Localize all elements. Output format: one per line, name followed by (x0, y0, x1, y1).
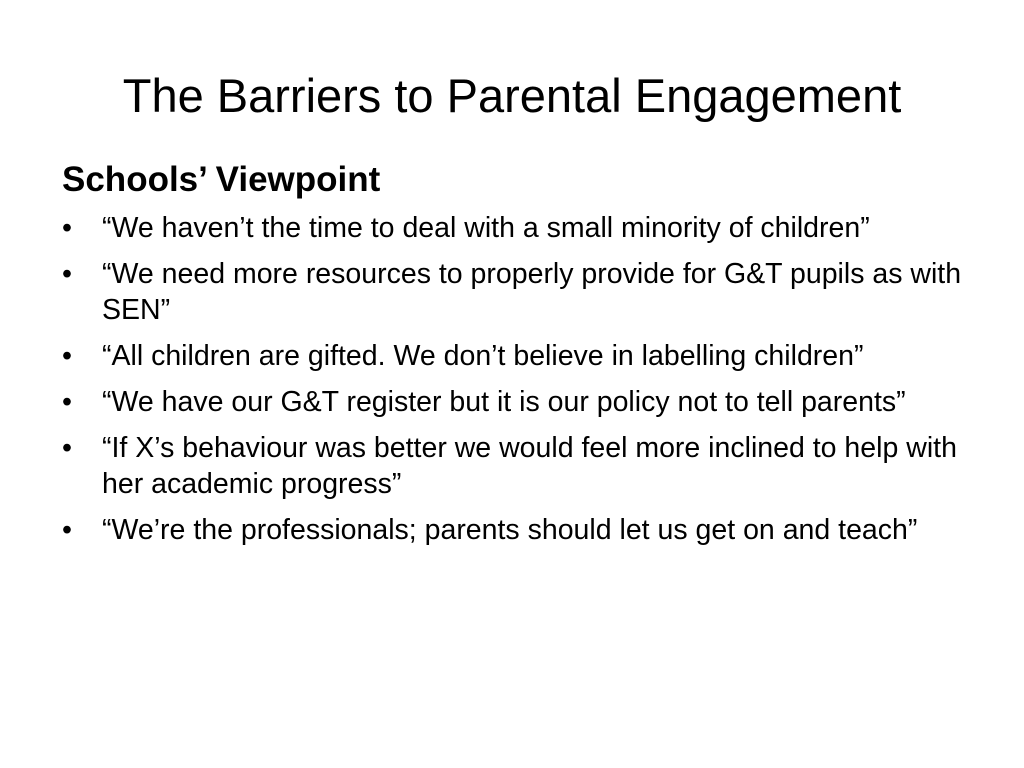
bullet-text: “We’re the professionals; parents should let us get on and teach” (102, 514, 918, 546)
bullet-icon: • (62, 212, 72, 244)
bullet-icon: • (62, 386, 72, 418)
bullet-icon: • (62, 258, 72, 290)
bullet-text: “We haven’t the time to deal with a small minority of children” (102, 212, 870, 244)
bullet-icon: • (62, 514, 72, 546)
bullet-list (62, 210, 962, 548)
list-item (62, 338, 962, 374)
list-item (62, 384, 962, 420)
subheading: Schools’ Viewpoint (62, 160, 381, 199)
slide-content (62, 155, 962, 558)
bullet-text: “We need more resources to properly provide for G&T pupils as with SEN” (102, 258, 962, 326)
list-item (62, 210, 962, 246)
bullet-text: “All children are gifted. We don’t believe in labelling children” (102, 340, 864, 372)
slide-title: The Barriers to Parental Engagement (122, 69, 902, 122)
list-item (62, 256, 962, 328)
bullet-text: “If X’s behaviour was better we would feel more inclined to help with her academic progress” (102, 432, 957, 500)
bullet-icon: • (62, 432, 72, 464)
bullet-text: “We have our G&T register but it is our policy not to tell parents” (102, 386, 906, 418)
list-item (62, 512, 962, 548)
bullet-icon: • (62, 340, 72, 372)
list-item (62, 430, 962, 502)
